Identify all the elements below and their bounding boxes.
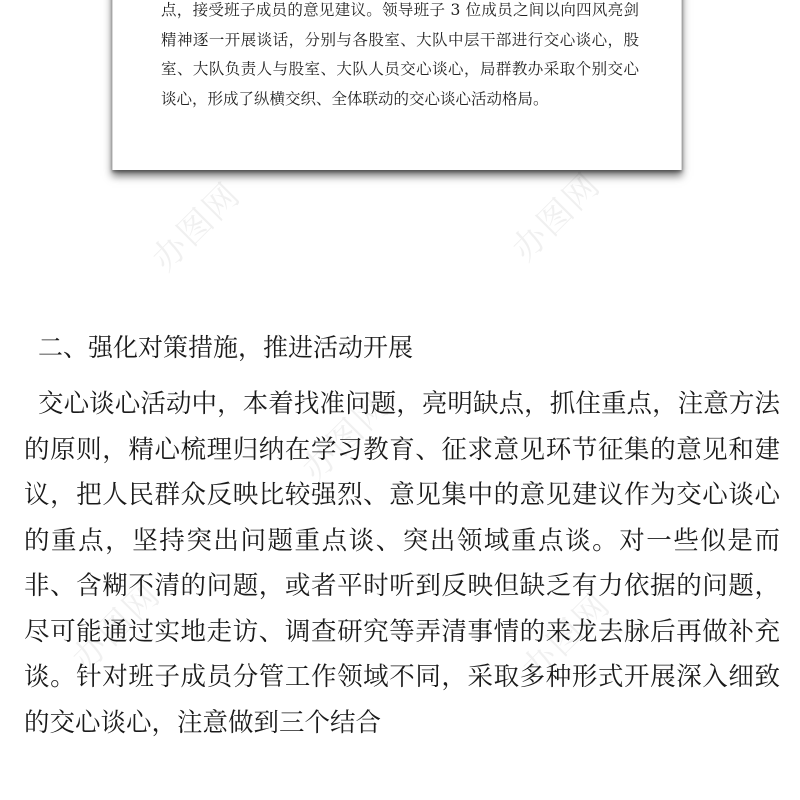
quote-box [112,0,682,170]
watermark: 办图网 [144,174,249,280]
section-paragraph: 交心谈心活动中，本着找准问题，亮明缺点，抓住重点，注意方法的原则，精心梳理归纳在学习教育、征求意见环节征集的意见和建议，把人民群众反映比较强烈、意见集中的意见建议作为交心谈心的重点，坚持突出问题重点谈、突出领域重点谈。对一些似是而非、含糊不清的问题，或者平时听到反映但缺乏有力依据的问题，尽可能通过实地走访、调查研究等弄清事情的来龙去脉后再做补充谈。针对班子成员分管工作领域不同，采取多种形式开展深入细致的交心谈心，注意做到三个结合 [24,389,780,738]
watermark: 办图网 [294,384,399,490]
watermark: 办图网 [504,164,609,270]
watermark: 办图网 [514,584,619,690]
watermark: 办图网 [64,574,169,680]
section-heading: 二、强化对策措施，推进活动开展 [38,333,414,362]
quote-text: 点，接受班子成员的意见建议。领导班子 3 位成员之间以向四风亮剑精神逐一开展谈话，分别与各股室、大队中层干部进行交心谈心，股室、大队负责人与股室、大队人员交心谈心，局群教办采取个别交心谈心，形成了纵横交织、全体联动的交心谈心活动格局。 [161,1,639,108]
